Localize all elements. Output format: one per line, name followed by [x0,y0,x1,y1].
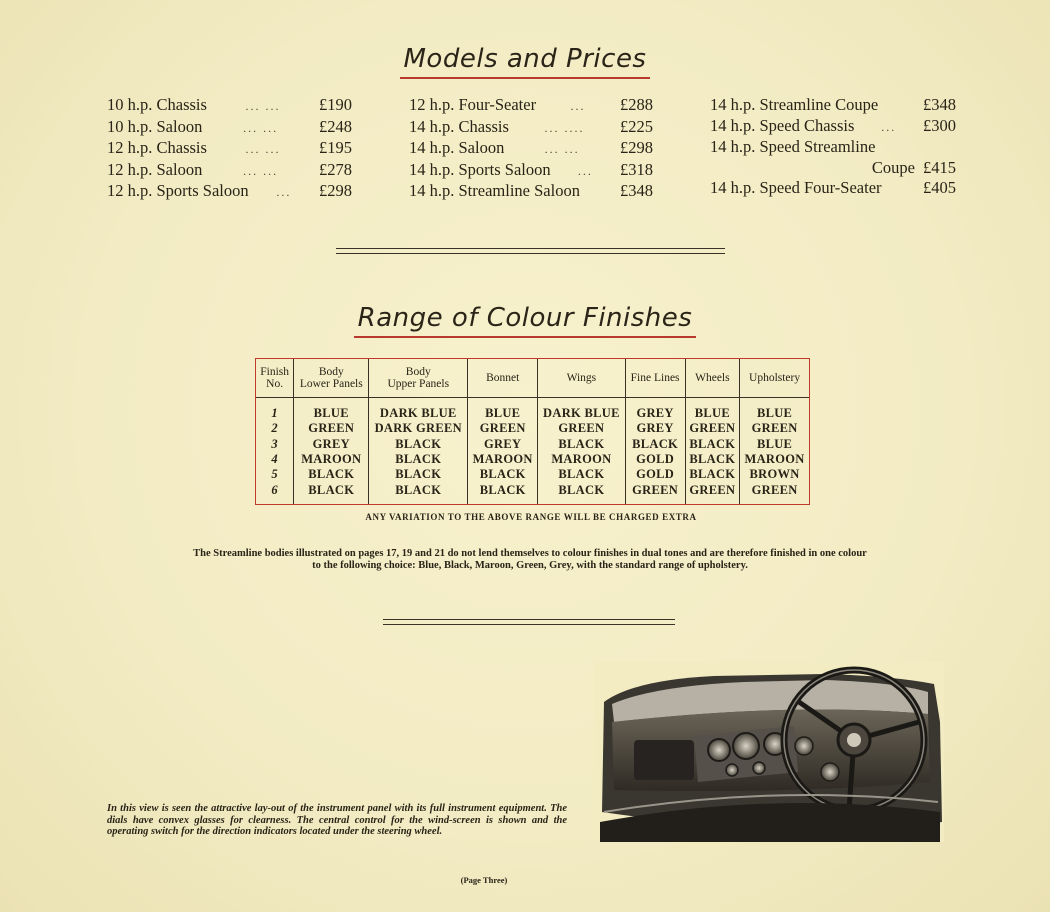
colour-cell: BLACK [294,467,369,482]
colour-cell: MAROON [538,452,626,467]
model-price: £415 [923,157,956,177]
column-header [256,359,294,398]
colour-cell: BLUE [740,406,809,421]
colour-cell: BLACK [369,467,468,482]
table-row [256,467,809,482]
column-header-line: Bonnet [486,372,520,384]
column-header-line: Lower Panels [299,378,363,390]
price-row [409,117,653,139]
model-name: 14 h.p. Saloon [409,138,505,158]
price-row [409,95,653,117]
colour-cell: GREEN [685,421,740,436]
colour-cell: GREEN [468,421,538,436]
variation-note: ANY VARIATION TO THE ABOVE RANGE WILL BE CHARGED EXTRA [365,512,697,522]
colour-cell: BLUE [294,406,369,421]
model-name: 10 h.p. Saloon [107,116,203,136]
price-column-2 [409,95,653,202]
column-header [625,359,685,398]
streamline-note-line-1: The Streamline bodies illustrated on pages 17, 19 and 21 do not lend themselves to colour finishes in dual tones and are therefore finished in one colour [193,548,867,559]
price-row [107,138,352,160]
price-row [710,116,956,138]
finish-number: 5 [271,467,278,482]
colour-finishes-table-frame [255,358,810,505]
spacer-cell [685,398,740,407]
model-price: £278 [319,159,352,179]
leader-dots: ... [570,99,586,113]
model-price: £348 [923,95,956,114]
colour-cell: BLACK [685,467,740,482]
models-and-prices-heading: Models and Prices [0,44,1050,79]
leader-dots: ... [276,185,292,200]
spacer-cell [538,398,626,407]
streamline-note-line-2: to the following choice: Blue, Black, Maroon, Green, Grey, with the standard range of upholstery. [312,559,748,571]
colour-cell: BLACK [625,437,685,452]
leader-dots: ... ... [243,163,279,178]
model-name: 14 h.p. Streamline Saloon [409,181,580,201]
price-row [409,138,653,160]
model-price: £190 [319,95,352,114]
price-row [409,160,653,182]
model-name: 10 h.p. Chassis [107,95,207,114]
colour-cell: DARK BLUE [369,406,468,421]
instrument-panel-photo [594,662,944,842]
model-name: 12 h.p. Four-Seater [409,95,537,114]
colour-cell: MAROON [294,452,369,467]
column-header-line: Finish [260,366,290,378]
column-header-line: Body [318,366,344,378]
spacer-cell [740,398,809,407]
colour-cell: GREEN [740,421,809,436]
price-row [107,95,352,117]
model-price: £298 [620,138,653,158]
finish-number: 2 [271,421,278,436]
model-price: £348 [620,181,653,201]
double-rule-divider [336,248,725,254]
colour-cell: MAROON [468,452,538,467]
price-row [409,181,653,202]
colour-cell: BROWN [740,467,809,482]
colour-cell: BLUE [468,406,538,421]
model-price: £225 [620,116,653,136]
colour-cell: GREEN [685,483,740,504]
finish-number: 3 [271,436,278,451]
spacer-cell [256,398,294,407]
colour-cell: BLACK [538,437,626,452]
model-name: 14 h.p. Streamline Coupe [710,95,879,114]
streamline-note [130,548,930,571]
model-name: 14 h.p. Speed Streamline [710,137,876,157]
model-name: 14 h.p. Chassis [409,116,509,136]
table-row [256,437,809,452]
colour-cell: BLACK [294,483,369,504]
table-row [256,406,809,421]
table-row [256,452,809,467]
model-name: 14 h.p. Speed Four-Seater [710,178,882,198]
colour-cell: BLACK [538,467,626,482]
price-row [710,95,956,116]
table-body [256,398,809,505]
colour-cell: GOLD [625,452,685,467]
column-header [685,359,740,398]
model-name: 12 h.p. Chassis [107,138,207,158]
spacer-cell [369,398,468,407]
model-name-continued [710,158,956,179]
column-header-line: Fine Lines [630,372,680,384]
finish-number: 6 [271,482,278,497]
model-price: £300 [923,115,956,135]
colour-cell: GREY [468,437,538,452]
model-name: Coupe [871,157,915,177]
table-row [256,483,809,504]
model-name: 14 h.p. Speed Chassis [710,115,855,135]
colour-cell: BLACK [538,483,626,504]
model-price: £195 [319,138,352,158]
price-row [710,137,956,178]
price-row [107,160,352,182]
colour-cell: GREY [625,406,685,421]
model-price: £288 [620,95,653,114]
column-header-line: Wings [566,372,597,384]
colour-cell: BLUE [685,406,740,421]
column-header-line: Body [405,366,431,378]
colour-cell: BLACK [369,483,468,504]
leader-dots: ... ... [243,120,279,135]
spacer-cell [294,398,369,407]
spacer-cell [468,398,538,407]
column-header [468,359,538,398]
colour-cell: BLACK [468,483,538,504]
table-header-row [256,359,809,398]
model-name: 14 h.p. Sports Saloon [409,159,551,179]
colour-cell: GREY [625,421,685,436]
leader-dots: ... ... [245,99,281,113]
colour-cell: GREEN [740,483,809,504]
colour-cell: MAROON [740,452,809,467]
colour-cell: BLACK [685,452,740,467]
colour-finishes-table [256,359,809,504]
colour-cell: GOLD [625,467,685,482]
spacer-cell [625,398,685,407]
colour-cell: DARK BLUE [538,406,626,421]
colour-cell: GREEN [538,421,626,436]
leader-dots: ... ... [544,142,580,157]
colour-cell: DARK GREEN [369,421,468,436]
leader-dots: ... .... [544,120,585,135]
model-price: £405 [923,178,956,198]
colour-cell: BLACK [369,452,468,467]
column-header-line: Upholstery [749,372,801,384]
model-price: £298 [319,181,352,201]
model-name: 12 h.p. Sports Saloon [107,181,249,201]
colour-cell: GREEN [625,483,685,504]
finish-number: 1 [271,406,278,421]
column-header [740,359,809,398]
column-header-line: Upper Panels [387,378,450,390]
price-row [107,117,352,139]
leader-dots: ... [881,119,897,134]
colour-finishes-heading: Range of Colour Finishes [0,303,1050,338]
colour-cell: BLACK [468,467,538,482]
finish-number: 4 [271,452,278,467]
price-column-3 [710,95,956,199]
colour-cell: BLUE [740,437,809,452]
price-row [107,181,352,203]
column-header [369,359,468,398]
double-rule-divider-lower [383,619,675,625]
price-row [710,178,956,199]
photo-caption: In this view is seen the attractive lay-out of the instrument panel with its full instrument equipment. The dials have convex glasses for clearness. The central control for the wind-screen is shown and the operating switch for the direction indicators located under the steering wheel. [107,803,567,837]
column-header-line: Wheels [695,372,730,384]
leader-dots: ... [577,163,593,178]
model-name: 12 h.p. Saloon [107,159,203,179]
model-price: £248 [319,116,352,136]
price-column-1 [107,95,352,203]
colour-cell: BLACK [369,437,468,452]
column-header [538,359,626,398]
column-header [294,359,369,398]
colour-cell: GREY [294,437,369,452]
model-price: £318 [620,159,653,179]
page-number: (Page Three) [460,875,508,885]
colour-cell: BLACK [685,437,740,452]
leader-dots: ... ... [245,142,281,157]
table-row [256,421,809,436]
table-spacer-row [256,398,809,407]
colour-cell: GREEN [294,421,369,436]
column-header-line: No. [266,378,284,390]
